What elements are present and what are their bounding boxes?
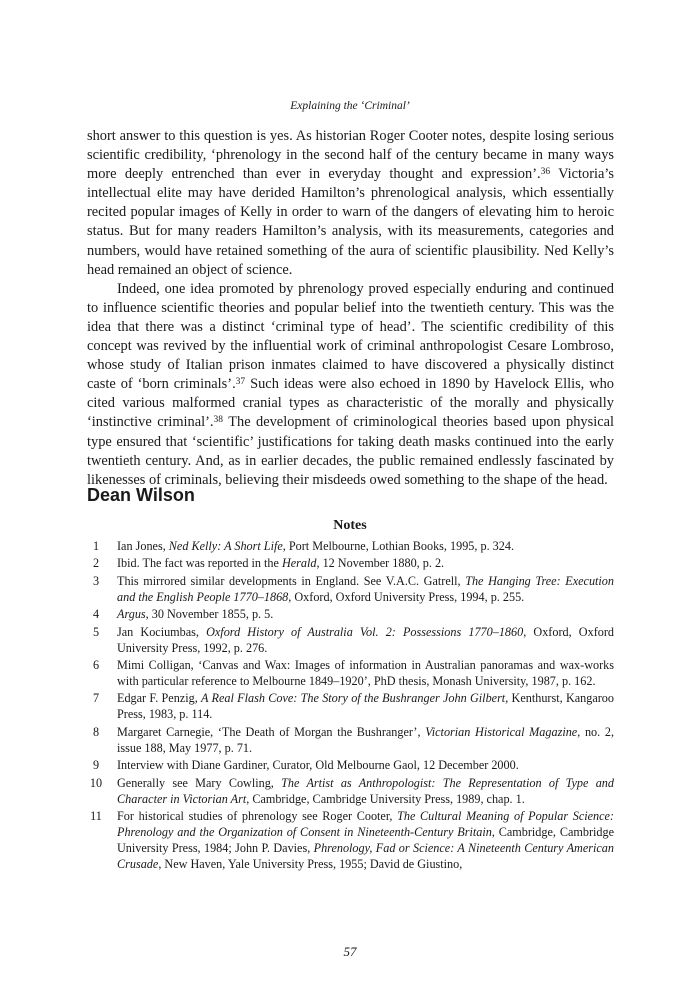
note-text [117, 625, 614, 655]
text-run: , no. 2, issue 188, May 1977, p. 71. [117, 724, 615, 755]
note-number: 11 [90, 808, 102, 823]
text-run: , Oxford, Oxford University Press, 1992, p. 276. [117, 624, 614, 655]
note-number: 2 [92, 556, 100, 571]
footnote-ref: 37 [235, 377, 246, 388]
notes-heading: Notes [333, 518, 367, 533]
note-number: 4 [92, 607, 100, 622]
note-number: 7 [92, 691, 100, 706]
text-run: , Oxford, Oxford University Press, 1994, p. 255. [288, 589, 525, 604]
note-item [0, 606, 614, 622]
text-run: Margaret Carnegie, ‘The Death of Morgan the Bushranger’, [117, 724, 426, 739]
text-run: Generally see Mary Cowling, [117, 775, 282, 790]
note-text [117, 607, 273, 621]
italic-title: Ned Kelly: A Short Life [168, 539, 283, 553]
note-text [117, 691, 614, 721]
text-run: Such ideas were also echoed in 1890 by Havelock Ellis, who cited various malformed cranial types as characteristic of the morally and physically ‘instinctive criminal’. [87, 376, 614, 431]
text-run: , New Haven, Yale University Press, 1955; David de Giustino, [158, 856, 463, 871]
text-run: , Kenthurst, Kangaroo Press, 1983, p. 114. [117, 691, 614, 722]
note-item [0, 555, 614, 571]
text-run: Edgar F. Penzig, [117, 691, 202, 706]
text-run: short answer to this question is yes. As historian Roger Cooter notes, despite losing serious scientific credibility, ‘phrenology in the second half of the century became in many ways more deeply entrenched than ever in everyday thought and expression’. [87, 128, 614, 183]
body-text [87, 127, 614, 490]
italic-title: A Real Flash Cove: The Story of the Bushranger John Gilbert [201, 691, 506, 706]
body-paragraph [87, 280, 614, 490]
text-run: , 30 November 1855, p. 5. [145, 607, 274, 622]
note-text [117, 776, 614, 806]
footnote-ref: 36 [540, 167, 551, 178]
text-run: Ibid. The fact was reported in the [117, 556, 282, 571]
italic-title: The Hanging Tree: Execution and the English People 1770–1868 [117, 573, 614, 604]
note-text [117, 725, 614, 755]
italic-title: Victorian Historical Magazine [425, 724, 578, 739]
text-run: Victoria’s intellectual elite may have derided Hamilton’s phrenological analysis, which essentially recited popular images of Kelly in order to warn of the dangers of elevating him to heroic status. But for many readers Hamilton’s analysis, with its measurements, categories and numbers, would have retained something of the aura of scientific plausibility. Ned Kelly’s head remained an object of science. [87, 166, 614, 278]
note-number: 10 [89, 775, 103, 790]
text-run: , Cambridge, Cambridge University Press, 1984; John P. Davies, [117, 824, 614, 855]
notes-list [0, 538, 700, 873]
note-item [0, 657, 614, 689]
note-number: 9 [92, 758, 100, 773]
text-run: Jan Kociumbas, [117, 624, 207, 639]
note-item [0, 808, 614, 872]
note-number: 6 [92, 657, 100, 672]
note-item [0, 757, 614, 773]
note-text [117, 574, 614, 604]
note-text [117, 539, 514, 553]
footnote-ref: 38 [213, 415, 224, 426]
note-number: 5 [92, 624, 100, 639]
running-head: Explaining the ‘Criminal’ [290, 100, 410, 112]
note-text [117, 809, 614, 871]
text-run: Ian Jones, [117, 539, 169, 553]
note-item [0, 573, 614, 605]
italic-title: The Cultural Meaning of Popular Science: Phrenology and the Organization of Consent in Nineteenth-Century Britain [117, 808, 614, 839]
text-run: Mimi Colligan, ‘Canvas and Wax: Images of information in Australian panoramas and wax-works with particular reference to Melbourne 1849–1920’, PhD thesis, Monash University, 1987, p. 162. [117, 657, 614, 688]
text-run: , 12 November 1880, p. 2. [316, 556, 445, 571]
text-run: , Port Melbourne, Lothian Books, 1995, p. 324. [282, 539, 514, 553]
page-number: 57 [343, 944, 357, 959]
text-run: , Cambridge, Cambridge University Press, 1989, chap. 1. [246, 791, 525, 806]
note-item [0, 690, 614, 722]
italic-title: Herald [281, 556, 317, 571]
italic-title: Phrenology, Fad or Science: A Nineteenth Century American Crusade [117, 840, 614, 871]
text-run: Indeed, one idea promoted by phrenology proved especially enduring and continued to influence scientific theories and popular belief into the twentieth century. This was the idea that there was a distinct ‘criminal type of head’. The scientific credibility of this concept was revived by the influential work of criminal anthropologist Cesare Lombroso, whose study of Italian prison inmates claimed to have discovered a physically distinct caste of ‘born criminals’. [87, 280, 614, 393]
text-run: The development of criminological theories based upon physical type ensured that ‘scientific’ justifications for taking death masks continued into the early twentieth century. And, as in earlier decades, the public remained endlessly fascinated by likenesses of criminals, believing their misdeeds owed something to the shape of the head. [87, 414, 614, 488]
chapter-author: Dean Wilson [87, 485, 195, 505]
note-item [0, 724, 614, 756]
text-run: This mirrored similar developments in England. See V.A.C. Gatrell, [117, 573, 466, 588]
note-text [117, 658, 614, 688]
note-number: 1 [92, 539, 100, 553]
note-item [0, 624, 614, 656]
note-number: 3 [92, 573, 100, 588]
note-text [117, 556, 444, 570]
italic-title: The Artist as Anthropologist: The Representation of Type and Character in Victorian Art [117, 775, 614, 806]
text-run: For historical studies of phrenology see Roger Cooter, [117, 808, 398, 823]
body-paragraph [87, 127, 614, 280]
note-item [0, 775, 614, 807]
italic-title: Oxford History of Australia Vol. 2: Possessions 1770–1860 [206, 624, 524, 639]
note-item [0, 538, 614, 554]
text-run: Interview with Diane Gardiner, Curator, Old Melbourne Gaol, 12 December 2000. [117, 758, 519, 773]
note-number: 8 [92, 724, 100, 739]
note-text [117, 758, 519, 772]
italic-title: Argus [117, 607, 146, 622]
